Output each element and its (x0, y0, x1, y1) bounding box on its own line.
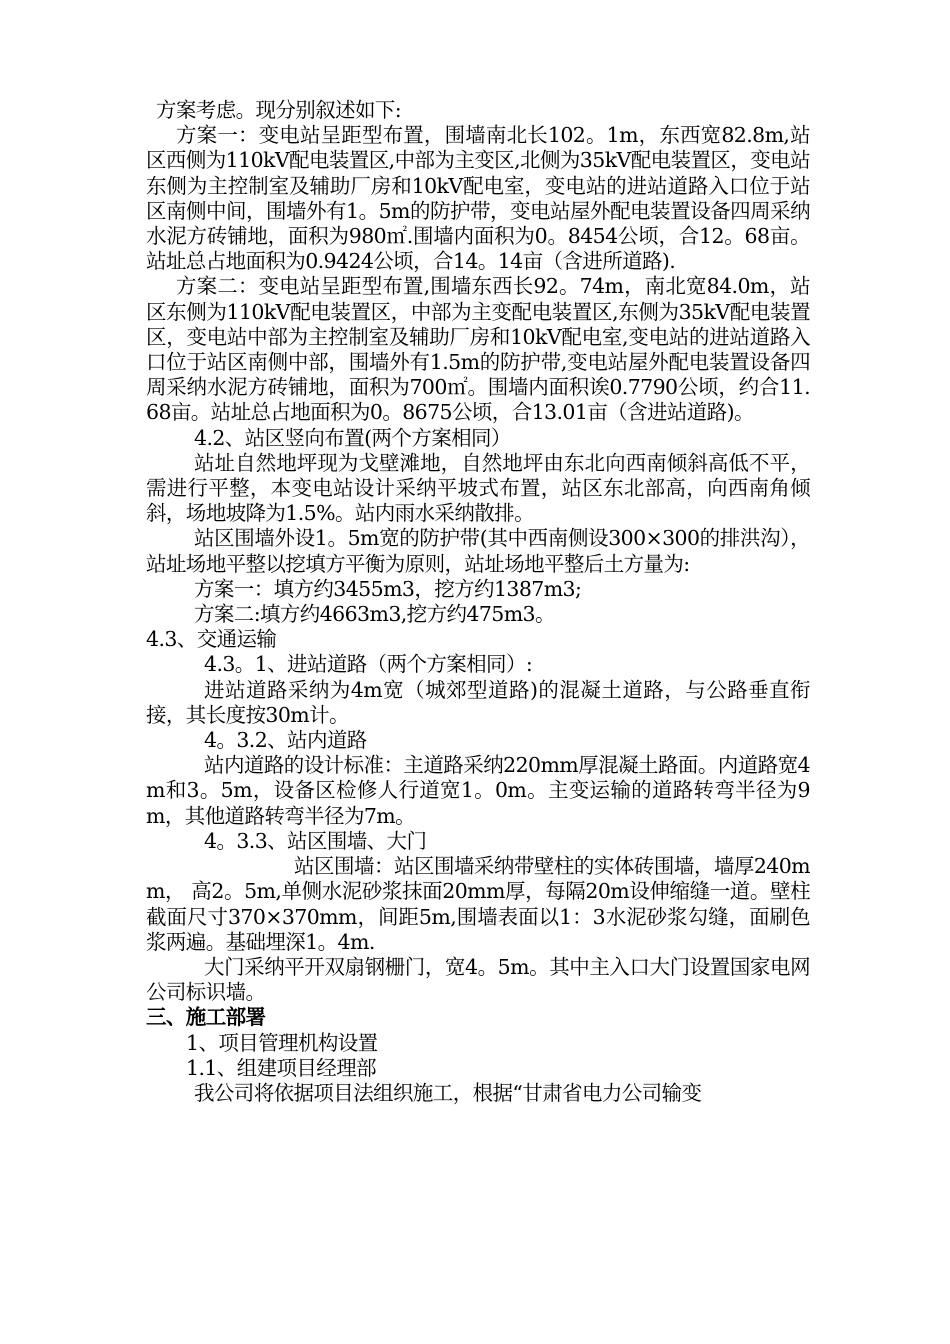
paragraph-intro: 方案考虑。现分别叙述如下: (156, 98, 402, 122)
section-heading-4-3: 4.3、交通运输 (146, 627, 277, 652)
paragraph-gate: 大门采纳平开双扇钢栅门，宽4。5m。其中主入口大门设置国家电网公司标识墙。 (146, 954, 810, 1005)
section-heading-4-3-3: 4。3.3、站区围墙、大门 (204, 828, 427, 853)
paragraph-scheme-two: 方案二：变电站呈距型布置,围墙东西长92。74m，南北宽84.0m，站区东侧为110kV配电装置区，中部为主变配电装置区,东侧为35kV配电装置区，变电站中部为主控制室及辅助厂房和10kV配电室,变电站的进站道路入口位于站区南侧中部，围墙外有1.5m的防护带,变电站屋外配电装置设备四周采纳水泥方砖铺地，面积为700㎡。围墙内面积诶0.7790公顷，约合11.68亩。站址总占地面积为0。8675公顷，合13.01亩（含进站道路)。 (146, 274, 810, 425)
section-heading-4-2: 4.2、站区竖向布置(两个方案相同） (194, 425, 511, 450)
paragraph-enclosure-wall: 站区围墙：站区围墙采纳带壁柱的实体砖围墙，墙厚240mm， 高2。5m,单侧水泥砂浆抹面20mm厚，每隔20m设伸缩缝一道。壁柱截面尺寸370×370mm，间距5m,围墙表面以1：3水泥砂浆勾缝，面刷色浆两遍。基础埋深1。4m. (146, 854, 810, 954)
document-body (146, 98, 810, 1106)
paragraph-access-road: 进站道路采纳为4m宽（城郊型道路)的混凝土道路，与公路垂直衔接，其长度按30m计。 (146, 677, 810, 727)
paragraph-earthwork: 站区围墙外设1。5m宽的防护带(其中西南侧设300×300的排洪沟），站址场地平整以挖填方平衡为原则，站址场地平整后土方量为: (146, 526, 810, 576)
paragraph-earthwork-scheme-two: 方案二:填方约4663m3,挖方约475m3。 (194, 602, 555, 627)
paragraph-earthwork-scheme-one: 方案一：填方约3455m3，挖方约1387m3; (194, 576, 582, 601)
section-heading-4-3-1: 4.3。1、进站道路（两个方案相同）: (204, 652, 533, 677)
section-heading-1-1: 1.1、组建项目经理部 (186, 1055, 377, 1080)
paragraph-site-terrain: 站址自然地坪现为戈壁滩地，自然地坪由东北向西南倾斜高低不平，需进行平整，本变电站设计采纳平坡式布置，站区东北部高，向西南角倾斜，场地坡降为1.5%。站内雨水采纳散排。 (146, 450, 810, 526)
section-heading-4-3-2: 4。3.2、站内道路 (204, 728, 367, 753)
chapter-heading-construction-deployment: 三、施工部署 (146, 1005, 266, 1030)
paragraph-internal-road: 站内道路的设计标准：主道路采纳220mm厚混凝土路面。内道路宽4m和3。5m，设备区检修人行道宽1。0m。主变运输的道路转弯半径为9m，其他道路转弯半径为7m。 (146, 753, 810, 828)
paragraph-project-organization: 我公司将依据项目法组织施工，根据“甘肃省电力公司输变 (194, 1080, 702, 1105)
paragraph-scheme-one: 方案一：变电站呈距型布置，围墙南北长102。1m，东西宽82.8m,站区西侧为110kV配电装置区,中部为主变区,北侧为35kV配电装置区，变电站东侧为主控制室及辅助厂房和10kV配电室，变电站的进站道路入口位于站区南侧中间，围墙外有1。5m的防护带，变电站屋外配电装置设备四周采纳水泥方砖铺地，面积为980㎡.围墙内面积为0。8454公顷，合12。68亩。站址总占地面积为0.9424公顷，合14。14亩（含进所道路). (146, 123, 810, 274)
section-heading-1: 1、项目管理机构设置 (186, 1030, 378, 1055)
